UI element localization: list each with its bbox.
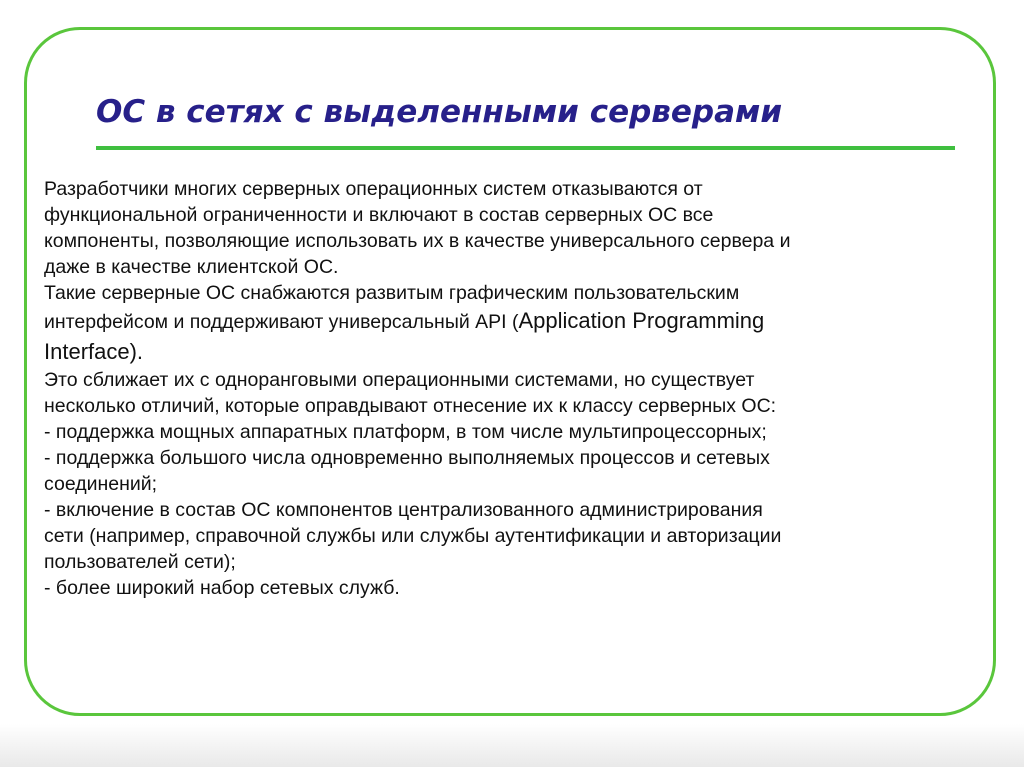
slide-body [44, 176, 944, 601]
body-line: компоненты, позволяющие использовать их в качестве универсального сервера и [44, 230, 791, 252]
body-line: функциональной ограниченности и включают в состав серверных ОС все [44, 204, 714, 226]
body-line: пользователей сети); [44, 551, 236, 573]
body-line: - включение в состав ОС компонентов централизованного администрирования [44, 499, 763, 521]
bottom-shadow [0, 724, 1024, 767]
body-line: соединений; [44, 473, 158, 495]
body-line: даже в качестве клиентской ОС. [44, 256, 339, 278]
body-line: Разработчики многих серверных операционных систем отказываются от [44, 178, 703, 200]
api-continuation: Interface). [44, 339, 144, 364]
body-line-api [44, 306, 944, 337]
api-prefix: интерфейсом и поддерживают универсальный API ( [44, 311, 519, 333]
body-line: сети (например, справочной службы или службы аутентификации и авторизации [44, 525, 782, 547]
body-line: - более широкий набор сетевых служб. [44, 577, 400, 599]
api-full-name: Application Programming [518, 308, 765, 333]
body-line: - поддержка большого числа одновременно выполняемых процессов и сетевых [44, 447, 770, 469]
slide-title: ОС в сетях с выделенными серверами [96, 94, 783, 130]
body-line: - поддержка мощных аппаратных платформ, в том числе мультипроцессорных; [44, 421, 767, 443]
body-line: Такие серверные ОС снабжаются развитым графическим пользовательским [44, 282, 740, 304]
body-line: несколько отличий, которые оправдывают отнесение их к классу серверных ОС: [44, 395, 777, 417]
body-line: Это сближает их с одноранговыми операционными системами, но существует [44, 369, 755, 391]
title-underline [96, 146, 955, 150]
